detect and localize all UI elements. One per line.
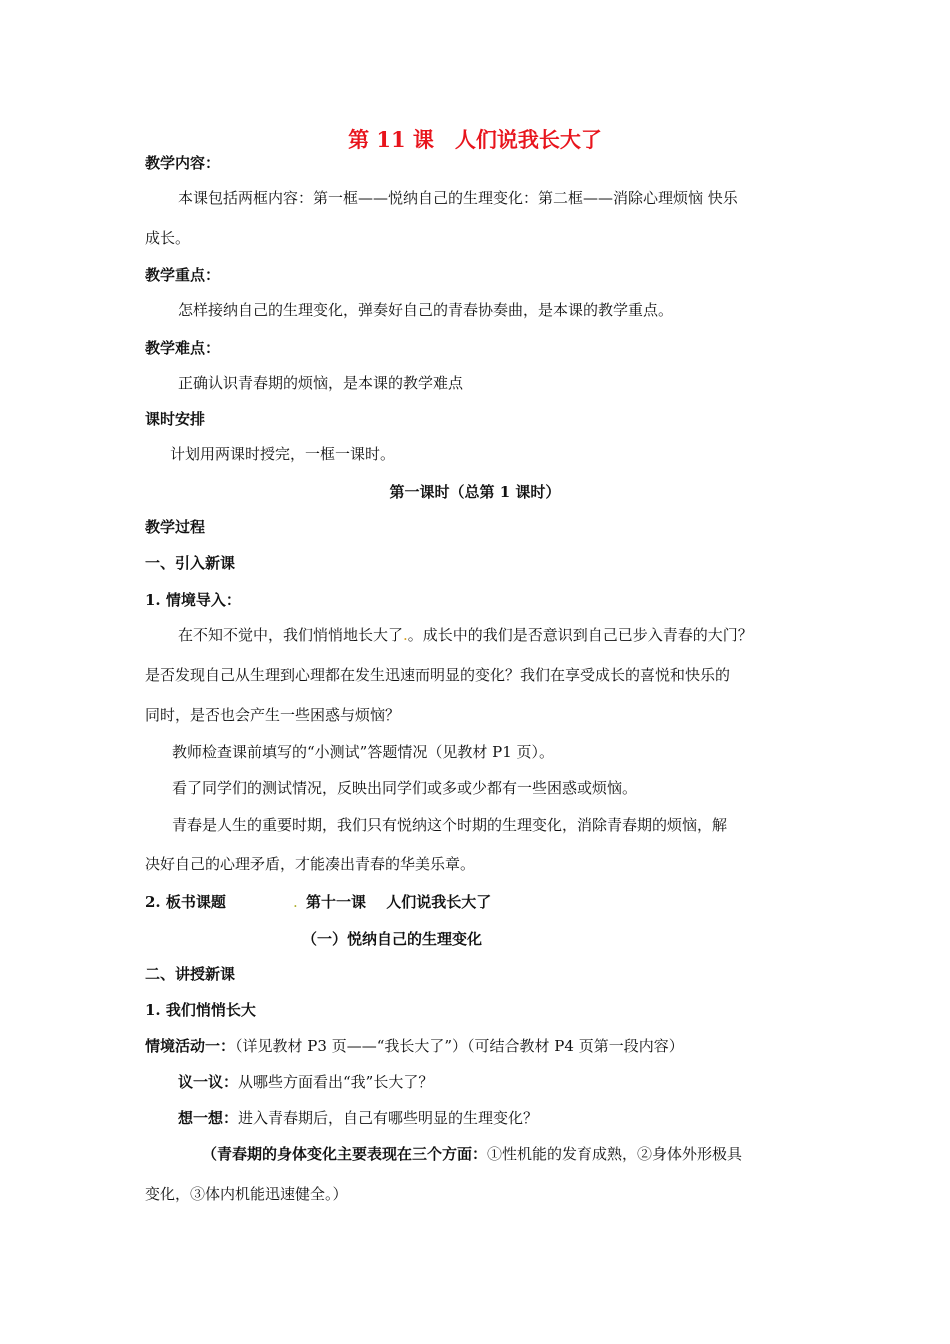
lesson1-heading: 第一课时（总第 1 课时） <box>389 483 561 501</box>
answer-rest: ①性机能的发育成熟，②身体外形极具 <box>487 1145 743 1163</box>
think-label: 想一想： <box>178 1109 239 1127</box>
answer-line-2: 变化，③体内机能迅速健全。） <box>145 1185 348 1203</box>
key-point-heading: 教学重点： <box>145 266 221 284</box>
item2-stray-dot: . <box>293 893 298 911</box>
intro-paragraph-4-line-1: 青春是人生的重要时期，我们只有悦纳这个时期的生理变化，消除青春期的烦恼，解 <box>172 816 728 834</box>
intro-paragraph-1-line-3: 同时，是否也会产生一些困惑与烦恼？ <box>145 706 401 724</box>
discuss-line <box>178 1072 433 1092</box>
answer-line-1 <box>202 1144 742 1164</box>
intro-paragraph-4-line-2: 决好自己的心理矛盾，才能凑出青春的华美乐章。 <box>145 855 476 873</box>
schedule-heading: 课时安排 <box>145 410 206 428</box>
part2-heading: 二、讲授新课 <box>145 965 236 983</box>
intro-paragraph-1-line-1 <box>178 625 753 645</box>
intro-paragraph-2: 教师检查课前填写的“小测试”答题情况（见教材 P1 页）。 <box>172 743 555 761</box>
sub1-heading: 1. 我们悄悄长大 <box>145 1001 256 1019</box>
discuss-text: 从哪些方面看出“我”长大了？ <box>238 1073 434 1091</box>
intro-text-a: 在不知不觉中，我们悄悄地长大了 <box>178 626 404 644</box>
content-heading: 教学内容： <box>145 154 221 172</box>
item1-heading: 1. 情境导入： <box>145 591 241 609</box>
schedule-text: 计划用两课时授完，一框一课时。 <box>170 445 396 463</box>
content-line-1: 本课包括两框内容：第一框——悦纳自己的生理变化：第二框——消除心理烦恼 快乐 <box>178 189 738 207</box>
difficult-point-heading: 教学难点： <box>145 339 221 357</box>
key-point-text: 怎样接纳自己的生理变化，弹奏好自己的青春协奏曲，是本课的教学重点。 <box>178 301 674 319</box>
activity1-label: 情境活动一： <box>145 1037 236 1055</box>
think-line <box>178 1108 538 1128</box>
difficult-point-text: 正确认识青春期的烦恼，是本课的教学难点 <box>178 374 464 392</box>
part1-heading: 一、引入新课 <box>145 554 236 572</box>
discuss-label: 议一议： <box>178 1073 239 1091</box>
intro-text-b: 。成长中的我们是否意识到自己已步入青春的大门？ <box>407 626 753 644</box>
answer-bold: （青春期的身体变化主要表现在三个方面： <box>202 1145 488 1163</box>
intro-paragraph-3: 看了同学们的测试情况，反映出同学们或多或少都有一些困惑或烦恼。 <box>172 779 638 797</box>
process-heading: 教学过程 <box>145 518 206 536</box>
think-text: 进入青春期后，自己有哪些明显的生理变化？ <box>238 1109 539 1127</box>
activity1-text: （详见教材 P3 页——“我长大了”）（可结合教材 P4 页第一段内容） <box>235 1037 684 1055</box>
board-title: 第十一课 人们说我长大了 <box>306 893 492 911</box>
content-line-2: 成长。 <box>145 229 191 247</box>
lesson-title: 第 11 课 人们说我长大了 <box>348 127 602 152</box>
board-subtitle: （一）悦纳自己的生理变化 <box>302 930 483 948</box>
activity1-line <box>145 1036 684 1056</box>
intro-paragraph-1-line-2: 是否发现自己从生理到心理都在发生迅速而明显的变化？我们在享受成长的喜悦和快乐的 <box>145 666 731 684</box>
item2-heading: 2. 板书课题 <box>145 893 226 911</box>
stray-dot: . <box>403 626 408 644</box>
